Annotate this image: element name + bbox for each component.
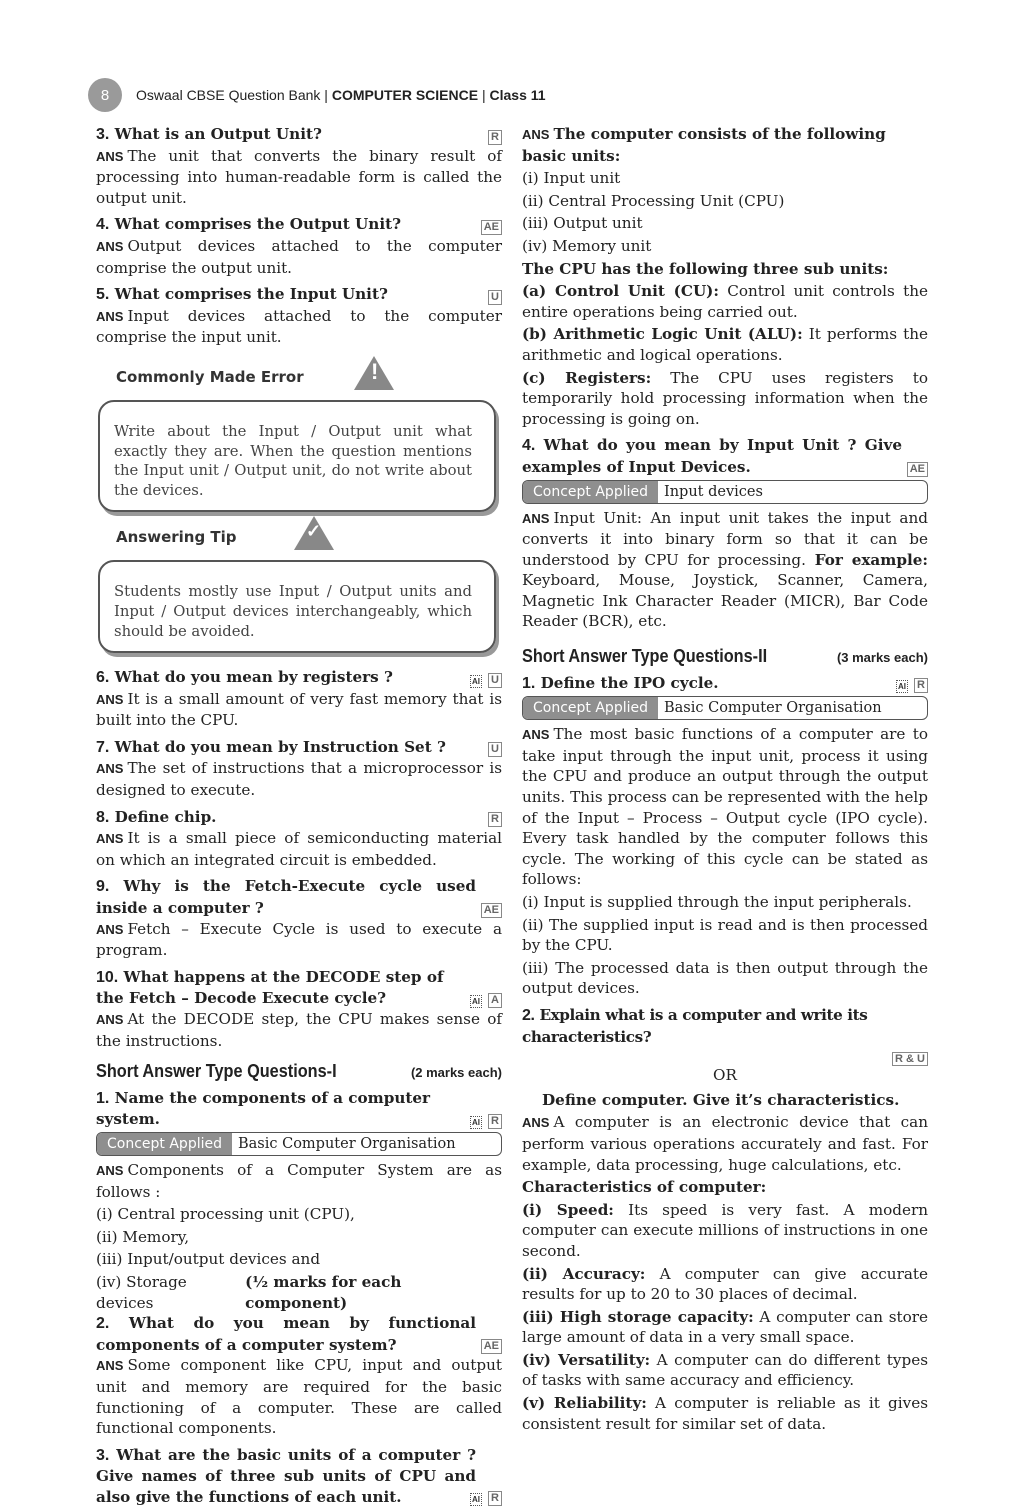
tag-badge: R: [488, 1491, 502, 1506]
question: 7. What do you mean by Instruction Set ? U: [96, 737, 502, 759]
answer: ANS It is a small amount of very fast memory that is built into the CPU.: [96, 689, 502, 730]
ai-icon: AI: [898, 682, 906, 692]
answer: ANS Input devices attached to the computer comprise the input unit.: [96, 306, 502, 347]
list-item: (iii) Output unit: [522, 214, 643, 233]
tag-badge: AE: [481, 220, 502, 235]
list-item: (iii) High storage capacity: A computer can store large amount of data in a very small space.: [522, 1307, 928, 1347]
question: 3. What is an Output Unit? R: [96, 124, 502, 146]
question: 1. Define the IPO cycle. AI R: [522, 673, 928, 695]
tip-box: [98, 521, 496, 653]
tag-badge: R & U: [892, 1052, 928, 1066]
list-item: (ii) The supplied input is read and is then processed by the CPU.: [522, 915, 928, 955]
or-separator: OR: [713, 1066, 737, 1085]
tag-badge: U: [488, 742, 502, 757]
list-item: (i) Central processing unit (CPU),: [96, 1205, 355, 1224]
tag-badge: R: [488, 130, 502, 145]
ai-icon: AI: [472, 997, 480, 1006]
list-item: (i) Input unit: [522, 169, 621, 188]
answer: ANS The set of instructions that a microprocessor is designed to execute.: [96, 759, 502, 800]
tip-box-title: Answering Tip: [116, 528, 237, 547]
answer: ANS Output devices attached to the computer comprise the output unit.: [96, 236, 502, 277]
concept-applied: Concept Applied Basic Computer Organisation: [522, 696, 928, 720]
question: 8. Define chip. R: [96, 807, 502, 829]
list-item: (iv) Versatility: A computer can do different types of tasks with same accuracy and efficiency.: [522, 1350, 928, 1390]
question: 2. Explain what is a computer and write its characteristics?: [522, 1005, 868, 1046]
ai-icon: AI: [472, 1495, 480, 1505]
question: 3. What are the basic units of a computer ? Give names of three sub units of CPU and also give the functions of each unit. AI R: [96, 1445, 502, 1507]
ai-icon: AI: [472, 676, 480, 686]
page-header: [88, 78, 546, 112]
tag-badge: R: [488, 1114, 502, 1129]
error-box: [98, 358, 496, 512]
list-item: (ii) Memory,: [96, 1227, 190, 1246]
list-item: (i) Speed: Its speed is very fast. A modern computer can execute millions of instructions in one second.: [522, 1200, 928, 1260]
tag-badge: AE: [481, 903, 502, 918]
question: 1. Name the components of a computer system. AI R: [96, 1088, 502, 1130]
section-heading: Short Answer Type Questions-II (3 marks each): [522, 645, 928, 667]
answer: ANS The most basic functions of a computer are to take input through the input unit, process it using the CPU and produce an output through the output units. This process can be represented with the help of the Input – Process – Output cycle (IPO cycle). Every task handled by the computer follows this cycle. The working of this cycle can be stated as follows:: [522, 725, 928, 889]
list-item: (b) Arithmetic Logic Unit (ALU): It performs the arithmetic and logical operations.: [522, 325, 928, 364]
list-item: (iv) Memory unit: [522, 236, 652, 255]
question: 4. What comprises the Output Unit? AE: [96, 214, 502, 236]
tip-box-text: Students mostly use Input / Output units and Input / Output devices interchangeably, which should be avoided.: [114, 583, 472, 640]
tag-badge: A: [488, 993, 502, 1008]
left-column: [96, 124, 502, 1507]
section-heading: Short Answer Type Questions-I (2 marks each): [96, 1060, 502, 1082]
question-alt: Define computer. Give it’s characteristics.: [542, 1090, 900, 1109]
running-title: Oswaal CBSE Question Bank | COMPUTER SCIENCE | Class 11: [136, 87, 546, 103]
warning-icon: !: [354, 356, 394, 390]
list-item: (iv) Storage devices (½ marks for each component): [96, 1272, 402, 1312]
answer: ANS The unit that converts the binary result of processing into human-readable form is called the output unit.: [96, 146, 502, 207]
list-item: (ii) Central Processing Unit (CPU): [522, 191, 785, 210]
class-label: Class 11: [489, 87, 546, 103]
answer: ANS At the DECODE step, the CPU makes sense of the instructions.: [96, 1010, 502, 1050]
list-item: (ii) Accuracy: A computer can give accurate results for up to 20 to 30 places of decimal.: [522, 1264, 928, 1304]
subject: COMPUTER SCIENCE: [331, 87, 479, 103]
list-item: (c) Registers: The CPU uses registers to temporarily hold processing information when the processing is going on.: [522, 368, 929, 428]
error-box-text: Write about the Input / Output unit what exactly they are. When the question mentions the Input unit / Output unit, do not write about the devices.: [114, 422, 472, 499]
cpu-heading: The CPU has the following three sub units:: [522, 259, 889, 278]
question: 10. What happens at the DECODE step of the Fetch – Decode Execute cycle? AI A: [96, 967, 502, 1009]
list-item: (iii) The processed data is then output through the output devices.: [522, 958, 928, 998]
question: 9. Why is the Fetch-Execute cycle used inside a computer ? AE: [96, 876, 502, 918]
list-item: (v) Reliability: A computer is reliable as it gives consistent result for similar set of data.: [522, 1394, 928, 1433]
page-number: 8: [88, 78, 122, 112]
question: 6. What do you mean by registers ? AI U: [96, 667, 502, 689]
book-title: Oswaal CBSE Question Bank: [136, 87, 321, 103]
question: 5. What comprises the Input Unit? U: [96, 284, 502, 306]
answer-heading: ANS The computer consists of the following basic units:: [522, 125, 886, 165]
list-item: (a) Control Unit (CU): Control unit controls the entire operations being carried out.: [522, 282, 928, 321]
answer: ANS Some component like CPU, input and output unit and memory are required for the basic functioning of a computer. These are called functional components.: [96, 1356, 502, 1438]
question: 4. What do you mean by Input Unit ? Give examples of Input Devices. AE: [522, 435, 928, 477]
answer: ANS Input Unit: An input unit takes the input and converts it into binary form so that it can be understood by CPU for processing. For example: Keyboard, Mouse, Joystick, Scanner, Camera, Magnetic Ink Character Reader (MICR), Bar Code Reader (BCR), etc.: [522, 508, 928, 631]
check-icon: ✓: [294, 516, 334, 550]
tag-badge: U: [488, 673, 502, 688]
tag-row: [522, 1047, 928, 1065]
error-box-title: Commonly Made Error: [116, 367, 304, 386]
concept-applied: Concept Applied Basic Computer Organisation: [96, 1132, 502, 1156]
question: 2. What do you mean by functional components of a computer system? AE: [96, 1313, 502, 1355]
characteristics-heading: Characteristics of computer:: [522, 1178, 767, 1197]
tag-badge: U: [488, 290, 502, 305]
tag-badge: AE: [481, 1339, 502, 1354]
right-column: [522, 124, 928, 1434]
answer: ANS A computer is an electronic device that can perform various operations accurately and fast. For example, data processing, huge calculations, etc.: [522, 1113, 928, 1174]
list-item: (i) Input is supplied through the input peripherals.: [522, 893, 912, 911]
answer: ANS It is a small piece of semiconducting material on which an integrated circuit is embedded.: [96, 829, 502, 869]
tag-badge: R: [914, 678, 928, 693]
ai-icon: AI: [472, 1117, 480, 1127]
list-item: (iii) Input/output devices and: [96, 1250, 321, 1269]
answer: ANS Components of a Computer System are as follows :: [96, 1160, 502, 1201]
answer: ANS Fetch – Execute Cycle is used to execute a program.: [96, 919, 502, 960]
tag-badge: AE: [907, 462, 928, 477]
concept-applied: Concept Applied Input devices: [522, 480, 928, 504]
tag-badge: R: [488, 812, 502, 827]
